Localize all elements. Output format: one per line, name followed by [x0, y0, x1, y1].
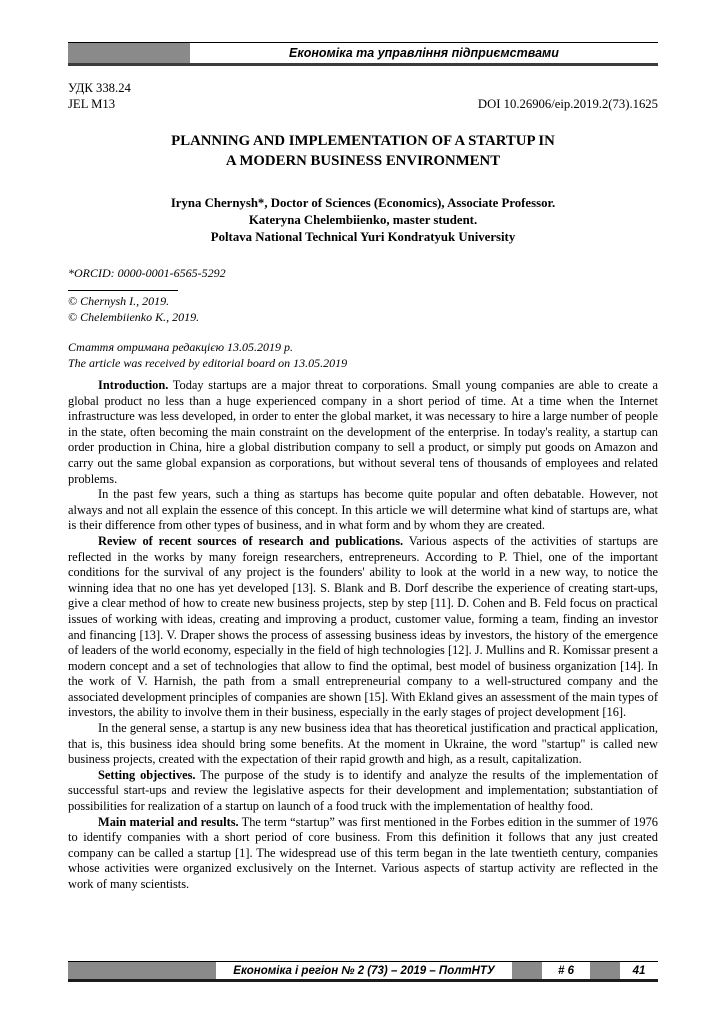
footer-page-number: 41 [632, 964, 646, 977]
footer-band [68, 961, 658, 982]
paragraph-text: The purpose of the study is to identify and analyze the results of the implementation of successful start-ups and review the legislative aspects for their development and implementation; substantiation of possibilities for realization of a startup on launch of a food truck with the implementation of healthy food. [68, 767, 659, 814]
section-lead: Introduction. [98, 378, 169, 392]
section-lead: Review of recent sources of research and publications. [98, 533, 404, 548]
footer-gray-segment [590, 962, 620, 979]
article-meta [68, 80, 658, 112]
copyright-divider [68, 290, 178, 291]
footer-gray-segment [512, 962, 542, 979]
paragraph-review [68, 534, 658, 721]
doi-code: DOI 10.26906/eip.2019.2(73).1625 [477, 97, 658, 111]
paragraph-text: In the past few years, such a thing as startups has become quite popular and often debatable. However, not always and not all explain the essence of this concept. In this article we will determine what kind of startups are, what is their difference from other types of business, and in what form and by whom they are created. [68, 487, 658, 533]
article-title-line1: PLANNING AND IMPLEMENTATION OF A STARTUP IN [171, 133, 555, 149]
paragraph-main-material [68, 815, 658, 893]
received-date-en: The article was received by editorial board on 13.05.2019 [68, 355, 348, 370]
section-lead: Setting objectives. [98, 767, 196, 782]
received-block [68, 340, 658, 371]
footer-journal-info: Економіка і регіон № 2 (73) – 2019 – ПолтНТУ [233, 964, 495, 977]
copyright-line: © Chelembiienko K., 2019. [68, 309, 200, 324]
paragraph-objectives [68, 768, 658, 815]
author-line: Iryna Chernysh*, Doctor of Sciences (Economics), Associate Professor. [170, 196, 556, 210]
footer-issue-marker: # 6 [558, 964, 574, 977]
article-body [68, 378, 658, 893]
author-line: Kateryna Chelembiienko, master student. [248, 213, 478, 227]
udc-code: УДК 338.24 [68, 81, 131, 95]
article-title-line2: A MODERN BUSINESS ENVIRONMENT [225, 153, 501, 169]
paragraph-text: In the general sense, a startup is any new business idea that has theoretical justification and practical application, that is, this business idea should bring some benefits. At the moment in Ukraine, the word "startup" is called new business projects, created with the expectation of their rapid growth and high, as a result, capitalization. [68, 721, 658, 767]
received-date-uk: Стаття отримана редакцією 13.05.2019 р. [68, 340, 294, 354]
section-lead: Main material and results. [98, 814, 239, 829]
paragraph [68, 721, 658, 768]
journal-section-title: Економіка та управління підприємствами [289, 46, 559, 60]
header-band [68, 42, 658, 66]
copyright-line: © Chernysh I., 2019. [68, 294, 170, 308]
affiliation-line: Poltava National Technical Yuri Kondratyuk University [210, 230, 516, 244]
jel-doi-row [68, 96, 658, 112]
paragraph-text: The term “startup” was first mentioned in the Forbes edition in the summer of 1976 to identify companies with a short period of core business. From this definition it follows that any just created company can be called a startup [1]. The widespread use of this term began in the late twentieth century, companies whose activities were organized exclusively on the Internet. Various aspects of startup activity are reflected in the work of many scientists. [68, 814, 658, 891]
paragraph-text: Various aspects of the activities of startups are reflected in the works by many foreign researchers, entrepreneurs. According to P. Thiel, one of the important conditions for the survival of any project is the founders' ability to look at the world in a new way, to notice the winning idea that no one has yet developed [13]. S. Blank and B. Dorf describe the experience of creating start-ups, give a clear method of how to create new business projects, step by step [11]. D. Cohen and B. Feld focus on practical issues of working with ideas, creating and improving a product, customer value, forming a team, finding an investor and financing [13]. V. Draper shows the process of assessing business ideas by investors, the history of the emergence of leaders of the world economy, especially in the field of high technologies [12]. J. Mullins and R. Komissar present a modern concept and a set of technologies that allow to find the optimal, best model of business organization [14]. In the work of V. Harnish, the path from a small entrepreneurial company to a well-structured company and the associated development principles of companies are shown [15]. With Ekland gives an assessment of the main types of investors, the ability to involve them in their business, especially in the early stages of project development [16]. [68, 533, 659, 720]
page-content [68, 42, 658, 893]
authors-block [68, 195, 658, 246]
orcid-line: *ORCID: 0000-0001-6565-5292 [68, 266, 226, 280]
paragraph [68, 487, 658, 534]
header-gray-box [68, 43, 190, 63]
article-title [68, 131, 658, 171]
paragraph-text: Today startups are a major threat to corporations. Small young companies are able to create a global product no less than a huge experienced company in a short period of time. At a time when the Internet infrastructure was less developed, in order to enter the global market, it was necessary to hire a large number of people in the state, often becoming the main constraint on the development of the enterprise. In today's reality, a startup can order production in China, hire a global distribution company to sell a product, or simply put goods on Amazon and carry out the same global expansion as corporations, but without several tens of thousands of employees and related problems. [68, 378, 658, 486]
paragraph-introduction [68, 378, 658, 487]
footer-gray-box [68, 962, 216, 979]
copyright-block [68, 294, 658, 325]
jel-code: JEL M13 [68, 97, 116, 111]
